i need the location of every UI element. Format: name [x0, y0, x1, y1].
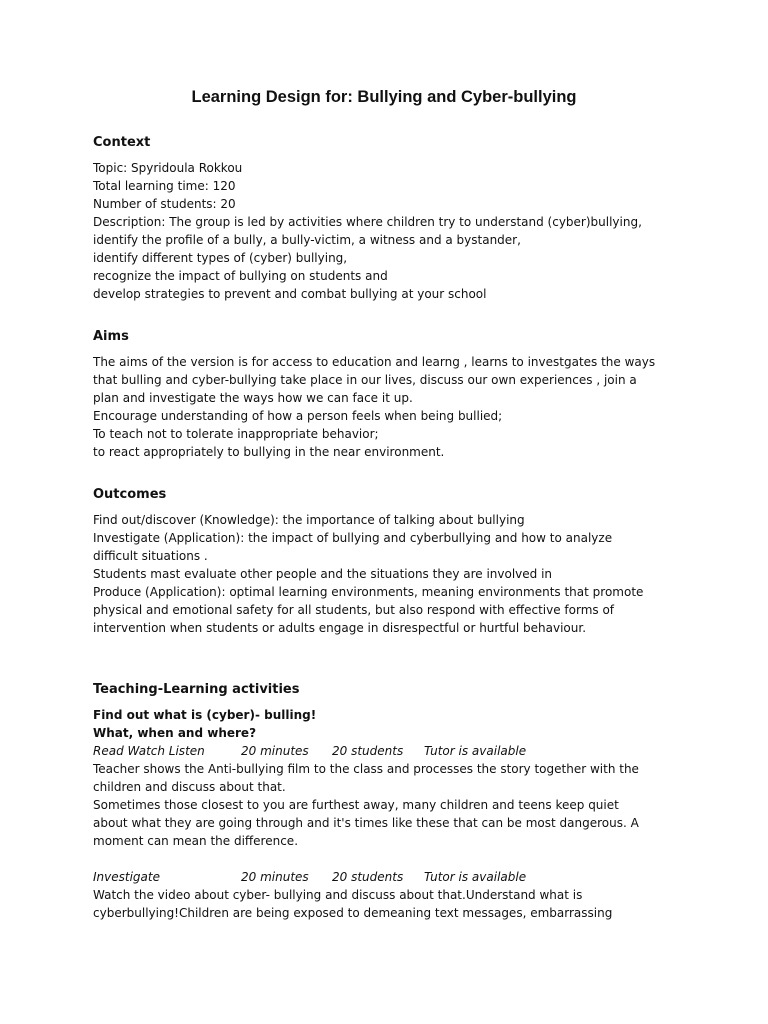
outcomes-line: Find out/discover (Knowledge): the importance of talking about bullying — [93, 513, 525, 527]
activity-tutor: Tutor is available — [424, 870, 527, 884]
context-description-line: develop strategies to prevent and combat bullying at your school — [93, 287, 487, 301]
context-description: Description: The group is led by activities where children try to understand (cyber)bullying, — [93, 215, 642, 229]
aims-line: that bulling and cyber-bullying take place in our lives, discuss our own experiences , join a — [93, 373, 637, 387]
context-student-count: Number of students: 20 — [93, 197, 236, 211]
activity-meta-row — [93, 868, 683, 886]
activity-type: Investigate — [93, 870, 160, 884]
outcomes-heading: Outcomes — [93, 487, 167, 502]
outcomes-line: Produce (Application): optimal learning environments, meaning environments that promote — [93, 585, 644, 599]
activity-description-line: children and discuss about that. — [93, 780, 286, 794]
activity-description-line: Sometimes those closest to you are furthest away, many children and teens keep quiet — [93, 798, 619, 812]
activity-duration: 20 minutes — [241, 870, 309, 884]
activity-tutor: Tutor is available — [424, 744, 527, 758]
activity-students: 20 students — [332, 870, 404, 884]
spacer — [93, 850, 683, 868]
context-description-line: recognize the impact of bullying on students and — [93, 269, 388, 283]
context-topic: Topic: Spyridoula Rokkou — [93, 161, 243, 175]
activity-students: 20 students — [332, 744, 404, 758]
aims-line: plan and investigate the ways how we can face it up. — [93, 391, 413, 405]
outcomes-line: Investigate (Application): the impact of bullying and cyberbullying and how to analyze — [93, 531, 613, 545]
activity-description-line: about what they are going through and it's times like these that can be most dangerous. A — [93, 816, 639, 830]
aims-line: To teach not to tolerate inappropriate behavior; — [93, 427, 379, 441]
activity-description-line: Teacher shows the Anti-bullying film to the class and processes the story together with the — [93, 762, 639, 776]
context-learning-time: Total learning time: 120 — [93, 179, 236, 193]
document-title: Learning Design for: Bullying and Cyber-bullying — [191, 88, 577, 106]
context-description-line: identify different types of (cyber) bullying, — [93, 251, 348, 265]
aims-line: to react appropriately to bullying in the near environment. — [93, 445, 445, 459]
activity-description-line: moment can mean the difference. — [93, 834, 299, 848]
activity-description-line: Watch the video about cyber- bullying and discuss about that.Understand what is — [93, 888, 583, 902]
context-heading: Context — [93, 135, 151, 150]
outcomes-body — [93, 511, 683, 637]
outcomes-line: Students mast evaluate other people and the situations they are involved in — [93, 567, 553, 581]
aims-body — [93, 353, 683, 461]
aims-line: The aims of the version is for access to education and learng , learns to investgates the ways — [93, 355, 656, 369]
aims-heading: Aims — [93, 329, 129, 344]
activity-description-line: cyberbullying!Children are being exposed to demeaning text messages, embarrassing — [93, 906, 613, 920]
activity-subheading: Find out what is (cyber)- bulling! — [93, 708, 317, 722]
context-description-line: identify the profile of a bully, a bully-victim, a witness and a bystander, — [93, 233, 521, 247]
activities-body — [93, 706, 683, 922]
outcomes-line: difficult situations . — [93, 549, 208, 563]
activity-meta-row — [93, 742, 683, 760]
activity-type: Read Watch Listen — [93, 744, 205, 758]
outcomes-line: intervention when students or adults engage in disrespectful or hurtful behaviour. — [93, 621, 587, 635]
aims-line: Encourage understanding of how a person feels when being bullied; — [93, 409, 503, 423]
activities-heading: Teaching-Learning activities — [93, 682, 300, 697]
activity-duration: 20 minutes — [241, 744, 309, 758]
activity-subheading: What, when and where? — [93, 726, 257, 740]
context-body — [93, 159, 683, 303]
outcomes-line: physical and emotional safety for all students, but also respond with effective forms of — [93, 603, 615, 617]
